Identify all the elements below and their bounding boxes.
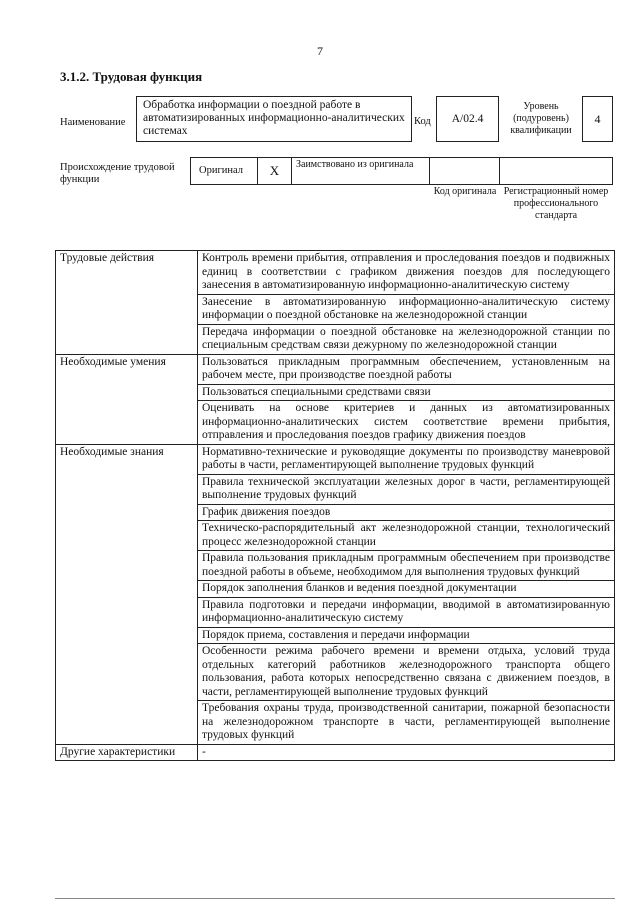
description-cell: Занесение в автоматизированную информационно-аналитическую систему информации о поездной обстановке на железнодорожной станции	[198, 294, 615, 324]
page-number: 7	[317, 44, 323, 58]
category-cell: Другие характеристики	[56, 744, 198, 761]
description-cell: Оценивать на основе критериев и данных из автоматизированных информационно-аналитических систем соответствие времени прибытия, отправления и проследования поездов графику движения поездов	[198, 401, 615, 445]
reg-caption: Регистрационный номер профессионального стандарта	[503, 186, 609, 221]
borrowed-label: Заимствовано из оригинала	[296, 159, 414, 170]
page-bottom-line	[55, 898, 615, 899]
section-title: 3.1.2. Трудовая функция	[60, 69, 203, 84]
description-cell: График движения поездов	[198, 504, 615, 521]
description-cell: Требования охраны труда, производственной санитарии, пожарной безопасности на железнодорожном транспорте в части, регламентирующей выполнение трудовых функций	[198, 701, 615, 745]
description-cell: Передача информации о поездной обстановке на железнодорожной станции по специальным средствам связи дежурному по железнодорожной станции	[198, 324, 615, 354]
name-label: Наименование	[60, 117, 126, 128]
description-cell: Особенности режима рабочего времени и времени отдыха, условий труда отдельных категорий работников железнодорожного транспорта общего пользования, работа которых непосредственно связана с движением поездов, в части, регламентирующей выполнение трудовых функций	[198, 644, 615, 701]
description-cell: -	[198, 744, 615, 761]
function-name-box: Обработка информации о поездной работе в автоматизированных информационно-аналитических системах	[136, 96, 412, 142]
description-cell: Нормативно-технические и руководящие документы по производству маневровой работы в части, регламентирующей выполнение трудовых функций	[198, 444, 615, 474]
description-cell: Техническо-распорядительный акт железнодорожной станции, технологический процесс железнодорожной станции	[198, 521, 615, 551]
reg-number-cell	[500, 158, 612, 184]
origin-label: Происхождение трудовой функции	[60, 162, 175, 185]
level-value-box: 4	[582, 96, 613, 142]
description-cell: Пользоваться прикладным программным обеспечением, установленным на рабочем месте, при производстве поездной работы	[198, 354, 615, 384]
table-row	[56, 744, 615, 761]
original-code-cell	[430, 158, 500, 184]
level-label: Уровень (подуровень) квалификации	[510, 101, 572, 136]
code-caption: Код оригинала	[433, 186, 497, 197]
original-mark: X	[269, 163, 280, 178]
table-row	[56, 354, 615, 384]
description-cell: Правила подготовки и передачи информации, вводимой в автоматизированную информационно-аналитическую систему	[198, 597, 615, 627]
original-label: Оригинал	[199, 165, 243, 176]
description-cell: Порядок заполнения бланков и ведения поездной документации	[198, 581, 615, 598]
table-row	[56, 444, 615, 474]
description-cell: Правила пользования прикладным программным обеспечением при производстве поездной работы в объеме, необходимом для выполнения трудовых функций	[198, 551, 615, 581]
category-cell: Трудовые действия	[56, 251, 198, 355]
description-cell: Пользоваться специальными средствами связи	[198, 384, 615, 401]
description-cell: Правила технической эксплуатации железных дорог в части, регламентирующей выполнение трудовых функций	[198, 474, 615, 504]
function-table	[55, 250, 615, 761]
category-cell: Необходимые знания	[56, 444, 198, 744]
category-cell: Необходимые умения	[56, 354, 198, 444]
origin-row	[190, 157, 613, 185]
code-value-box: А/02.4	[436, 96, 499, 142]
description-cell: Порядок приема, составления и передачи информации	[198, 627, 615, 644]
table-row	[56, 251, 615, 295]
description-cell: Контроль времени прибытия, отправления и проследования поездов и подвижных единиц в соответствии с графиком движения поездов для последующего занесения в автоматизированную информационно-аналитическую систему	[198, 251, 615, 295]
code-label: Код	[414, 116, 431, 127]
